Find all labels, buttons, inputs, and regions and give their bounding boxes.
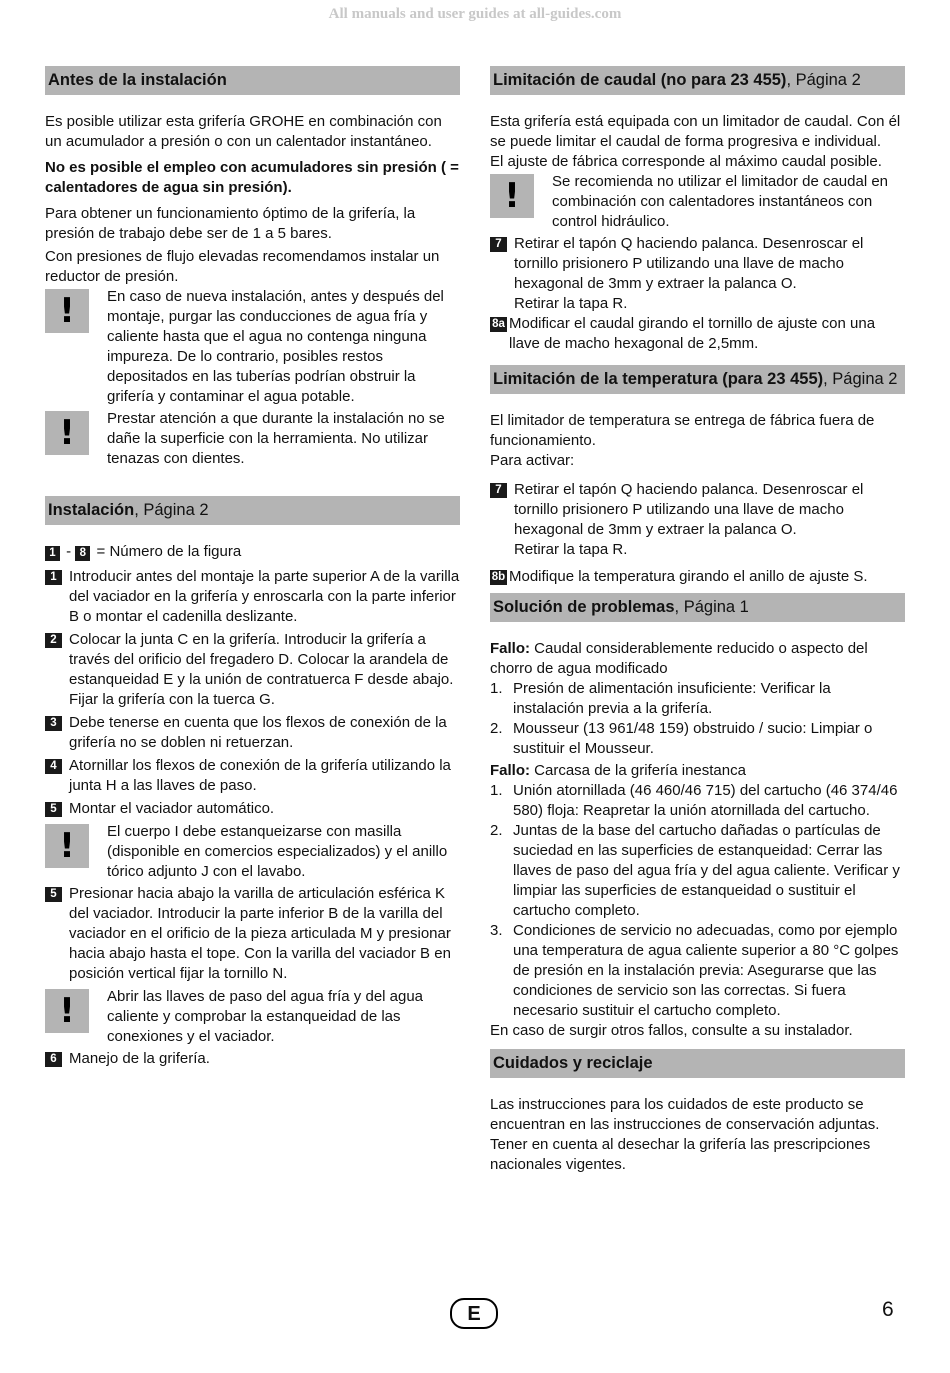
fault-list <box>490 679 905 759</box>
step-number: 5 <box>45 802 62 817</box>
warning-icon: ! <box>45 289 89 333</box>
list-text: Presión de alimentación insuficiente: Verificar la instalación previa a la grifería. <box>513 680 831 717</box>
warning-block <box>45 822 460 882</box>
step <box>45 756 460 796</box>
section-header-cuidados: Cuidados y reciclaje <box>490 1049 905 1078</box>
warning-block <box>45 987 460 1047</box>
warning-icon: ! <box>45 989 89 1033</box>
step-text: Introducir antes del montaje la parte superior A de la varilla del vaciador en la grifería y enroscarla con la parte inferior B o montar el cadenilla deslizante. <box>69 568 460 625</box>
fault-paragraph: Fallo: Caudal considerablemente reducido o aspecto del chorro de agua modificado <box>490 640 868 677</box>
step-text: Modifique la temperatura girando el anillo de ajuste S. <box>509 568 868 585</box>
paragraph: Esta grifería está equipada con un limitador de caudal. Con él se puede limitar el caudal de forma progresiva e individual. <box>490 113 901 150</box>
language-badge: E <box>450 1298 498 1329</box>
step-text: Retirar el tapón Q haciendo palanca. Desenroscar el tornillo prisionero P utilizando una llave de macho hexagonal de 3mm y extraer la palanca O. Retirar la tapa R. <box>514 481 864 558</box>
step <box>490 314 905 354</box>
list-item <box>490 821 905 921</box>
list-item <box>490 679 905 719</box>
paragraph: Para obtener un funcionamiento óptimo de la grifería, la presión de trabajo debe ser de 1 a 5 bares. <box>45 205 416 242</box>
left-column <box>45 66 460 1072</box>
step-text: Modificar el caudal girando el tornillo de ajuste con una llave de macho hexagonal de 2,5mm. <box>509 315 876 352</box>
paragraph: Para activar: <box>490 452 575 469</box>
warning-text: En caso de nueva instalación, antes y después del montaje, purgar las conducciones de agua fría y caliente hasta que el agua no contenga ninguna impureza. De lo contrario, posibles restos depositados en las tuberías podrían obstruir la grifería y contaminar el agua potable. <box>107 288 444 405</box>
step-number: 6 <box>45 1052 62 1067</box>
warning-block <box>45 287 460 407</box>
warning-text: Abrir las llaves de paso del agua fría y del agua caliente y comprobar la estanqueidad de las conexiones y el vaciador. <box>107 988 424 1045</box>
step <box>490 480 905 560</box>
list-text: Juntas de la base del cartucho dañadas o partículas de suciedad en las superficies de estanqueidad: Cerrar las llaves de paso del agua fría y del agua caliente. Verificar y limpiar las superficies de estanqueidad o sustituir el cartucho completo. <box>513 822 900 919</box>
list-text: Unión atornillada (46 460/46 715) del cartucho (46 374/46 580) floja: Reapretar la unión atornillada del cartucho. <box>513 782 898 819</box>
warning-icon: ! <box>45 411 89 455</box>
step-number: 4 <box>45 759 62 774</box>
list-item <box>490 921 905 1021</box>
step-number: 8a <box>490 317 507 332</box>
list-number: 1. <box>490 782 503 799</box>
section-header-antes: Antes de la instalación <box>45 66 460 95</box>
step-text: Retirar el tapón Q haciendo palanca. Desenroscar el tornillo prisionero P utilizando una llave de macho hexagonal de 3mm y extraer la palanca O. Retirar la tapa R. <box>514 235 864 312</box>
paragraph: Es posible utilizar esta grifería GROHE en combinación con un acumulador a presión o con un calentador instantáneo. <box>45 113 442 150</box>
step-number: 1 <box>45 570 62 585</box>
list-text: Condiciones de servicio no adecuadas, como por ejemplo una temperatura de agua caliente superior a 80 °C golpes de presión en la instalación previa: Asegurarse que las condiciones de servicio son las correctas. Si fuera necesario sustituir el cartucho completo. <box>513 922 899 1019</box>
list-number: 2. <box>490 720 503 737</box>
step <box>490 234 905 314</box>
paragraph: Las instrucciones para los cuidados de este producto se encuentran en las instrucciones de conservación adjuntas. Tener en cuenta al desechar la grifería las prescripciones nacionales vigentes. <box>490 1096 880 1173</box>
step-number: 5 <box>45 887 62 902</box>
step-text: Atornillar los flexos de conexión de la grifería utilizando la junta H a las llaves de paso. <box>69 757 451 794</box>
warning-block <box>490 172 905 232</box>
step-text: Debe tenerse en cuenta que los flexos de conexión de la grifería no se doblen ni retuerzan. <box>69 714 447 751</box>
step-text: Manejo de la grifería. <box>69 1050 210 1067</box>
section-header-caudal: Limitación de caudal (no para 23 455), Página 2 <box>490 66 905 95</box>
warning-text: El cuerpo I debe estanqueizarse con masilla (disponible en comercios especializados) y el anillo tórico adjunto J con el lavabo. <box>107 823 448 880</box>
warning-block <box>45 409 460 469</box>
warning-text: Prestar atención a que durante la instalación no se dañe la superficie con la herramienta. No utilizar tenazas con dientes. <box>107 410 445 467</box>
step-text: Presionar hacia abajo la varilla de articulación esférica K del vaciador. Introducir la parte inferior B de la varilla del vaciador en el orificio de la pieza articulada M y presionar hacia abajo hasta el tope. Con la varilla del vaciador B en posición vertical fijar la tornillo N. <box>69 885 451 982</box>
fault-list <box>490 781 905 1021</box>
section-header-instalacion: Instalación, Página 2 <box>45 496 460 525</box>
paragraph-bold: No es posible el empleo con acumuladores sin presión ( = calentadores de agua sin presión). <box>45 159 459 196</box>
step <box>45 799 460 819</box>
figure-range <box>45 542 460 562</box>
step <box>45 884 460 984</box>
step <box>45 1049 460 1069</box>
paragraph: El ajuste de fábrica corresponde al máximo caudal posible. <box>490 153 882 170</box>
paragraph: En caso de surgir otros fallos, consulte a su instalador. <box>490 1022 853 1039</box>
step <box>45 567 460 627</box>
list-text: Mousseur (13 961/48 159) obstruido / sucio: Limpiar o sustituir el Mousseur. <box>513 720 873 757</box>
warning-icon: ! <box>490 174 534 218</box>
section-header-temperatura: Limitación de la temperatura (para 23 455), Página 2 <box>490 365 905 394</box>
step <box>45 630 460 710</box>
step <box>490 567 905 587</box>
warning-text: Se recomienda no utilizar el limitador de caudal en combinación con calentadores instantáneos con control hidráulico. <box>552 173 889 230</box>
step-number: 7 <box>490 483 507 498</box>
figure-range-text: 1 - 8 = Número de la figura <box>45 542 241 562</box>
list-number: 2. <box>490 822 503 839</box>
list-item <box>490 719 905 759</box>
right-column <box>490 66 905 1181</box>
list-number: 3. <box>490 922 503 939</box>
step-text: Colocar la junta C en la grifería. Introducir la grifería a través del orificio del fregadero D. Colocar la arandela de estanqueidad E y la unión de contratuerca F desde abajo. Fijar la grifería con la tuerca G. <box>69 631 454 708</box>
step-number: 2 <box>45 633 62 648</box>
paragraph: El limitador de temperatura se entrega de fábrica fuera de funcionamiento. <box>490 412 875 449</box>
list-item <box>490 781 905 821</box>
fault-paragraph: Fallo: Carcasa de la grifería inestanca <box>490 762 746 779</box>
list-number: 1. <box>490 680 503 697</box>
step-text: Montar el vaciador automático. <box>69 800 275 817</box>
step-number: 8b <box>491 571 506 583</box>
step-number: 1 <box>45 546 60 561</box>
step-number: 7 <box>490 237 507 252</box>
step-number: 8 <box>75 546 90 561</box>
page-number: 6 <box>882 1298 894 1321</box>
watermark: All manuals and user guides at all-guides.com <box>328 6 622 22</box>
step-number: 3 <box>45 716 62 731</box>
step <box>45 713 460 753</box>
paragraph: Con presiones de flujo elevadas recomendamos instalar un reductor de presión. <box>45 248 440 285</box>
section-header-problemas: Solución de problemas, Página 1 <box>490 593 905 622</box>
warning-icon: ! <box>45 824 89 868</box>
